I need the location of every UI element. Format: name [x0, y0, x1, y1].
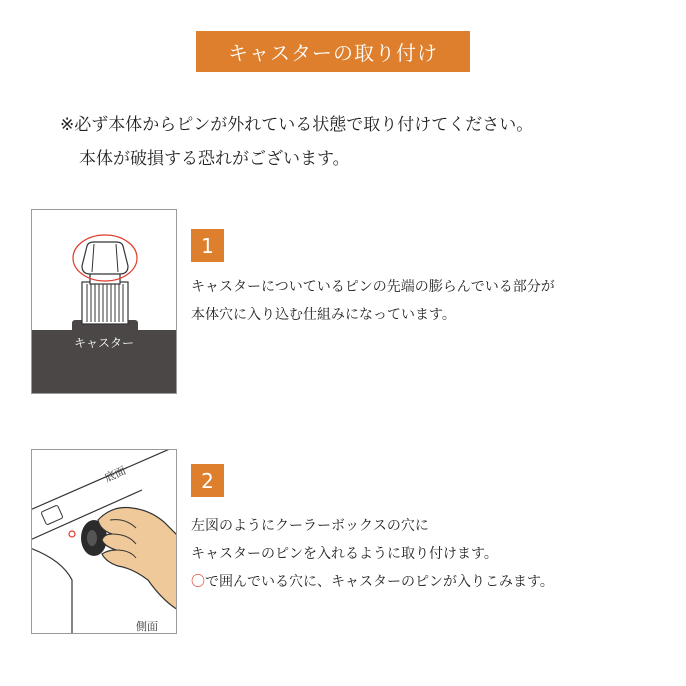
- step-2-line-1: 左図のようにクーラーボックスの穴に: [191, 518, 429, 534]
- hand: [98, 508, 177, 611]
- caster-hub: [87, 530, 97, 546]
- caution-line-1: ※必ず本体からピンが外れている状態で取り付けてください。: [60, 115, 534, 135]
- step-1-line-1: キャスターについているピンの先端の膨らんでいる部分が: [191, 279, 555, 295]
- step-1-description: [191, 273, 671, 329]
- cooler-box-illustration: [31, 449, 177, 634]
- box-side-edge: [32, 548, 72, 634]
- red-circle-icon: 〇: [191, 574, 205, 590]
- caster-pin-illustration: [31, 209, 177, 394]
- caution-line-2: 本体が破損する恐れがございます。: [79, 149, 350, 169]
- step-1-number: [191, 229, 224, 262]
- step-2-number-text: 2: [201, 468, 214, 493]
- caster-label: キャスター: [74, 336, 135, 350]
- caster-pin-drawing: [32, 210, 177, 394]
- step-2-line-2: キャスターのピンを入れるように取り付けます。: [191, 546, 498, 562]
- box-recess: [41, 505, 63, 525]
- step-2-description: [191, 512, 671, 596]
- step-2-number: [191, 464, 224, 497]
- hole-highlight: [69, 531, 75, 537]
- caster-shaft: [82, 282, 128, 324]
- box-bottom-edge: [32, 450, 172, 510]
- step-2-line-3: [191, 568, 671, 596]
- page-title-text: キャスターの取り付け: [228, 41, 438, 65]
- caution-notice: [60, 108, 660, 176]
- step-2-circle-note: で囲んでいる穴に、キャスターのピンが入りこみます。: [205, 574, 554, 590]
- side-face-label: 側面: [136, 620, 158, 633]
- pin-head: [82, 242, 128, 274]
- bottom-face-label: 底面: [102, 464, 128, 485]
- page-title: [196, 31, 470, 72]
- step-1-number-text: 1: [201, 233, 214, 258]
- step-1-line-2: 本体穴に入り込む仕組みになっています。: [191, 307, 456, 323]
